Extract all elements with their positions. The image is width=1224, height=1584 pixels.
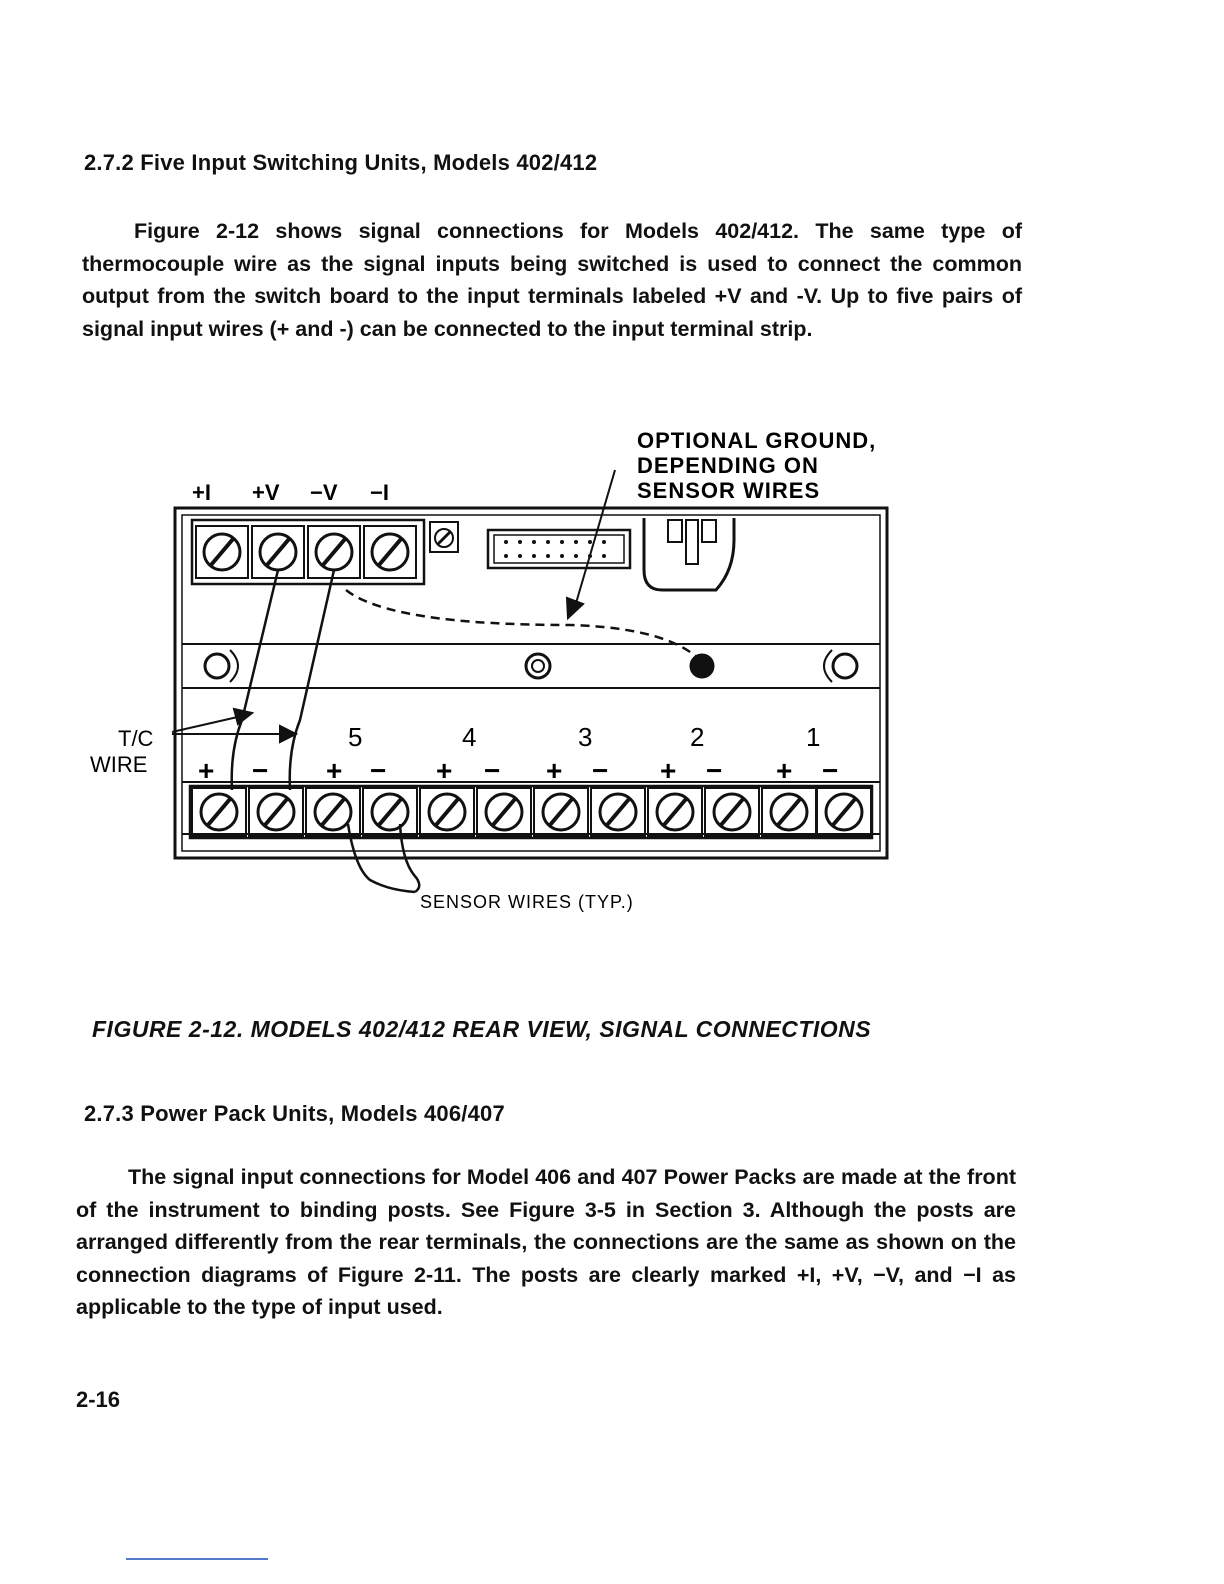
section-heading-2-7-3: 2.7.3 Power Pack Units, Models 406/407 <box>84 1101 505 1126</box>
polarity-plus: + <box>660 755 677 786</box>
polarity-minus: − <box>484 755 501 786</box>
label-plus-v: +V <box>252 480 280 505</box>
polarity-minus: − <box>592 755 609 786</box>
channel-number-3: 3 <box>578 722 593 752</box>
polarity-plus: + <box>776 755 793 786</box>
input-terminal-strip <box>190 786 872 838</box>
label-minus-v: −V <box>310 480 338 505</box>
top-terminal-screw <box>196 526 248 578</box>
input-terminal-screw <box>705 788 759 836</box>
tc-wire-label-line-1: T/C <box>118 726 154 751</box>
section-heading-2-7-2: 2.7.2 Five Input Switching Units, Models 402/412 <box>84 150 598 175</box>
channel-number-5: 5 <box>348 722 363 752</box>
section-2-7-3-paragraph: The signal input connections for Model 406 and 407 Power Packs are made at the front of the instrument to binding posts. See Figure 3-5 in Section 3. Although the posts are arranged differently from the rear terminals, the connections are the same as shown on the connection diagrams of Figure 2-11. The posts are clearly marked +I, +V, −V, and −I as applicable to the type of input used. <box>76 1165 1016 1319</box>
polarity-minus: − <box>252 755 269 786</box>
channel-number-1: 1 <box>806 722 821 752</box>
polarity-plus: + <box>198 755 215 786</box>
input-terminal-screw <box>477 788 531 836</box>
polarity-minus: − <box>822 755 839 786</box>
input-terminal-screw <box>534 788 588 836</box>
polarity-plus: + <box>436 755 453 786</box>
input-terminal-screw <box>192 788 246 836</box>
section-2-7-2-paragraph: Figure 2-12 shows signal connections for Models 402/412. The same type of thermocouple wire as the signal inputs being switched is used to connect the common output from the switch board to the input terminals labeled +V and -V. Up to five pairs of signal input wires (+ and -) can be connected to the input terminal strip. <box>82 219 1022 341</box>
channel-number-2: 2 <box>690 722 705 752</box>
callout-line-1: OPTIONAL GROUND, <box>637 428 877 453</box>
tc-wire-label-line-2: WIRE <box>90 752 148 777</box>
page-number: 2-16 <box>76 1387 121 1412</box>
sensor-wires-label: SENSOR WIRES (TYP.) <box>420 892 634 912</box>
tc-wires <box>232 570 334 790</box>
input-terminal-screw <box>591 788 645 836</box>
input-terminal-screw <box>306 788 360 836</box>
rear-view-diagram <box>70 420 970 920</box>
polarity-plus: + <box>546 755 563 786</box>
input-terminal-screw <box>249 788 303 836</box>
label-plus-i: +I <box>192 480 211 505</box>
mounting-holes <box>205 650 857 682</box>
input-terminal-screw <box>420 788 474 836</box>
input-terminal-screw <box>762 788 816 836</box>
callout-line-3: SENSOR WIRES <box>637 478 821 503</box>
power-connector <box>644 518 734 590</box>
input-terminal-screw <box>817 788 871 836</box>
footer-rule <box>126 1558 268 1560</box>
top-terminal-block <box>192 520 424 584</box>
figure-caption: FIGURE 2-12. MODELS 402/412 REAR VIEW, SIGNAL CONNECTIONS <box>92 1016 872 1042</box>
tc-wire-arrows <box>172 709 296 742</box>
ribbon-connector <box>488 530 630 568</box>
polarity-minus: − <box>706 755 723 786</box>
top-terminal-screw <box>364 526 416 578</box>
polarity-plus: + <box>326 755 343 786</box>
optional-ground-dashed-wire <box>346 590 702 662</box>
callout-line-2: DEPENDING ON <box>637 453 819 478</box>
channel-number-4: 4 <box>462 722 477 752</box>
label-minus-i: −I <box>370 480 389 505</box>
callout-arrow <box>567 470 615 618</box>
ground-screw <box>430 522 458 552</box>
input-terminal-screw <box>363 788 417 836</box>
polarity-minus: − <box>370 755 387 786</box>
input-terminal-screw <box>648 788 702 836</box>
